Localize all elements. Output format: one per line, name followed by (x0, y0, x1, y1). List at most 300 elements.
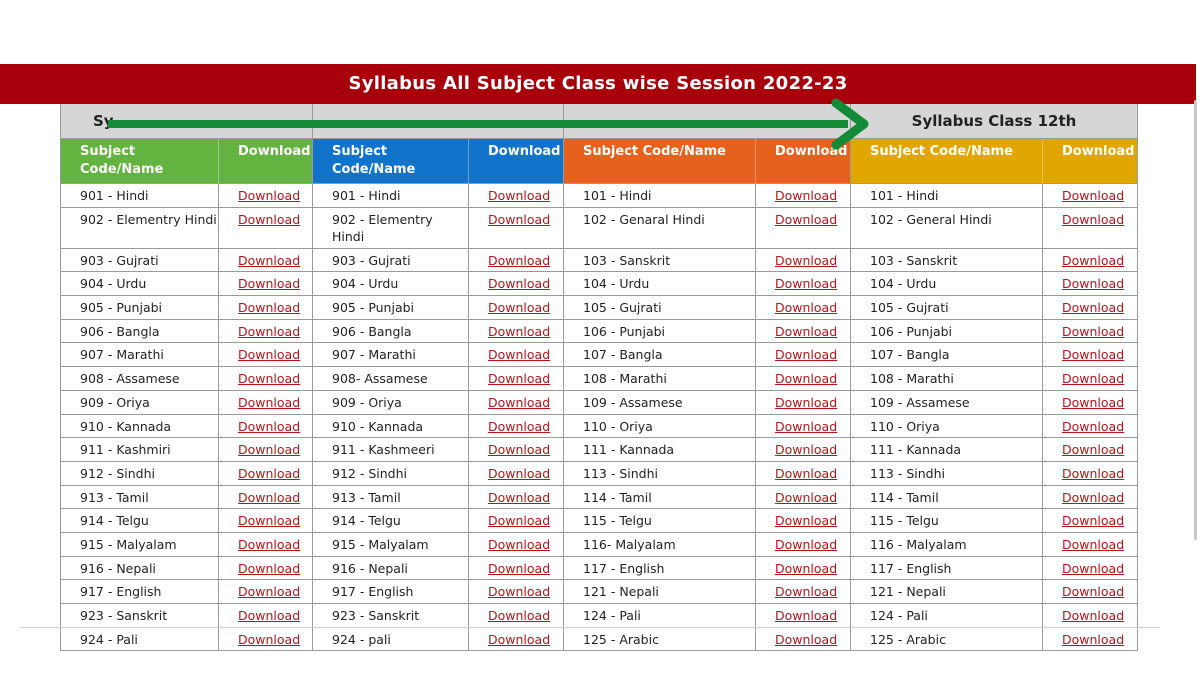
subject-name-cell: 111 - Kannada (583, 442, 675, 458)
table-row (313, 486, 563, 510)
subject-name-cell: 102 - General Hindi (870, 211, 992, 227)
download-cell (755, 604, 850, 627)
subject-name-cell: 124 - Pali (583, 608, 641, 623)
class-block-1 (61, 104, 313, 651)
download-link[interactable]: Download (1062, 560, 1125, 576)
subject-name-cell: 110 - Oriya (583, 418, 653, 434)
download-cell (755, 320, 850, 343)
subject-name-cell: 106 - Punjabi (583, 323, 666, 339)
download-cell (218, 184, 312, 207)
download-link[interactable]: Download (1062, 323, 1125, 339)
subject-name-cell: 113 - Sindhi (583, 465, 658, 481)
download-cell (468, 296, 563, 319)
table-row (564, 367, 850, 391)
download-link[interactable]: Download (775, 371, 838, 387)
download-link[interactable]: Download (488, 584, 551, 600)
table-row (851, 509, 1137, 533)
subject-name-cell: 904 - Urdu (332, 276, 399, 292)
table-row (61, 628, 312, 652)
download-cell (1042, 580, 1137, 603)
download-cell (468, 249, 563, 272)
download-link[interactable]: Download (775, 608, 838, 623)
subject-name-cell: 108 - Marathi (870, 371, 954, 387)
download-link[interactable]: Download (238, 536, 301, 552)
download-link[interactable]: Download (1062, 465, 1125, 481)
download-link[interactable]: Download (488, 188, 551, 203)
table-row (564, 343, 850, 367)
download-link[interactable]: Download (775, 513, 838, 529)
table-row (61, 415, 312, 439)
table-row (851, 415, 1137, 439)
table-row (564, 557, 850, 581)
vertical-scrollbar[interactable] (1194, 100, 1197, 540)
table-row (851, 320, 1137, 344)
download-link[interactable]: Download (775, 323, 838, 339)
table-row (61, 533, 312, 557)
download-cell (468, 415, 563, 438)
column-header-subject: Subject Code/Name (583, 144, 726, 159)
subject-name-cell: 905 - Punjabi (80, 300, 163, 316)
table-row (313, 509, 563, 533)
download-cell (218, 415, 312, 438)
table-row (851, 628, 1137, 652)
table-row (564, 486, 850, 510)
table-row (61, 486, 312, 510)
download-link[interactable]: Download (1062, 536, 1125, 552)
table-row (564, 272, 850, 296)
table-row (851, 533, 1137, 557)
subject-name-cell: 117 - English (870, 560, 952, 576)
subject-name-cell: 912 - Sindhi (80, 465, 155, 481)
table-row (851, 462, 1137, 486)
download-link[interactable]: Download (1062, 211, 1125, 227)
table-row (564, 509, 850, 533)
download-link[interactable]: Download (238, 560, 301, 576)
download-link[interactable]: Download (238, 276, 301, 292)
download-link[interactable]: Download (238, 418, 301, 434)
column-header-row (564, 139, 850, 184)
subject-name-cell: 109 - Assamese (870, 394, 970, 410)
table-row (851, 249, 1137, 273)
syllabus-table (60, 104, 1136, 647)
download-link[interactable]: Download (238, 465, 301, 481)
download-link[interactable]: Download (238, 188, 301, 203)
table-row (61, 249, 312, 273)
table-row (564, 184, 850, 208)
download-cell (468, 343, 563, 366)
download-cell (1042, 320, 1137, 343)
download-link[interactable]: Download (1062, 276, 1125, 292)
download-link[interactable]: Download (1062, 188, 1125, 203)
download-cell (755, 509, 850, 532)
download-link[interactable]: Download (1062, 371, 1125, 387)
table-row (61, 580, 312, 604)
column-header-download: Download (468, 139, 563, 183)
download-link[interactable]: Download (775, 560, 838, 576)
download-link[interactable]: Download (1062, 418, 1125, 434)
class-block-2 (313, 104, 564, 651)
download-link[interactable]: Download (238, 608, 301, 623)
download-cell (1042, 628, 1137, 651)
subject-name-cell: 914 - Telgu (332, 513, 401, 529)
download-cell (468, 509, 563, 532)
download-cell (755, 462, 850, 485)
subject-name-cell: 909 - Oriya (80, 394, 150, 410)
download-cell (218, 462, 312, 485)
subject-name-cell: 103 - Sanskrit (583, 252, 671, 268)
download-cell (755, 580, 850, 603)
download-cell (218, 320, 312, 343)
download-link[interactable]: Download (1062, 489, 1125, 505)
download-cell (218, 438, 312, 461)
subject-name-cell: 116- Malyalam (583, 536, 676, 552)
table-row (61, 272, 312, 296)
table-row (313, 415, 563, 439)
subject-name-cell: 101 - Hindi (870, 188, 939, 203)
table-row (851, 438, 1137, 462)
download-link[interactable]: Download (488, 276, 551, 292)
download-link[interactable]: Download (488, 631, 551, 647)
subject-name-cell: 912 - Sindhi (332, 465, 407, 481)
subject-name-cell: 917 - English (332, 584, 414, 600)
subject-name-cell: 913 - Tamil (80, 489, 149, 505)
download-link[interactable]: Download (1062, 608, 1125, 623)
download-cell (468, 391, 563, 414)
subject-name-cell: 115 - Telgu (583, 513, 652, 529)
download-cell (218, 249, 312, 272)
download-cell (755, 533, 850, 556)
subject-name-cell: 911 - Kashmiri (80, 442, 171, 458)
download-link[interactable]: Download (488, 300, 551, 316)
download-link[interactable]: Download (488, 211, 551, 227)
subject-name-cell: 121 - Nepali (870, 584, 946, 600)
table-row (851, 580, 1137, 604)
download-link[interactable]: Download (775, 489, 838, 505)
column-header-row (61, 139, 312, 184)
syllabus-grid (60, 104, 1136, 651)
subject-name-cell: 923 - Sanskrit (332, 608, 420, 623)
table-row (61, 208, 312, 249)
download-cell (468, 320, 563, 343)
download-cell (468, 604, 563, 627)
download-link[interactable]: Download (238, 442, 301, 458)
table-row (61, 438, 312, 462)
subject-name-cell: 908- Assamese (332, 371, 428, 387)
download-link[interactable]: Download (1062, 442, 1125, 458)
column-header-subject: Subject Code/Name (870, 144, 1013, 159)
table-row (851, 557, 1137, 581)
download-link[interactable]: Download (238, 300, 301, 316)
table-row (851, 272, 1137, 296)
subject-name-cell: 917 - English (80, 584, 162, 600)
download-link[interactable]: Download (775, 631, 838, 647)
table-row (313, 343, 563, 367)
table-row (564, 415, 850, 439)
subject-name-cell: 916 - Nepali (332, 560, 408, 576)
table-row (313, 438, 563, 462)
subject-name-cell: 114 - Tamil (870, 489, 939, 505)
subject-name-cell: 109 - Assamese (583, 394, 683, 410)
download-link[interactable]: Download (488, 347, 551, 363)
download-cell (218, 509, 312, 532)
download-link[interactable]: Download (488, 513, 551, 529)
download-link[interactable]: Download (1062, 394, 1125, 410)
download-link[interactable]: Download (775, 347, 838, 363)
download-cell (218, 486, 312, 509)
download-link[interactable]: Download (1062, 513, 1125, 529)
download-cell (218, 296, 312, 319)
download-cell (1042, 509, 1137, 532)
download-cell (755, 249, 850, 272)
download-link[interactable]: Download (775, 211, 838, 227)
download-link[interactable]: Download (238, 371, 301, 387)
subject-name-cell: 106 - Punjabi (870, 323, 953, 339)
download-cell (755, 415, 850, 438)
download-link[interactable]: Download (488, 560, 551, 576)
download-cell (755, 486, 850, 509)
table-row (564, 580, 850, 604)
download-cell (468, 557, 563, 580)
download-link[interactable]: Download (775, 188, 838, 203)
subject-name-cell: 907 - Marathi (80, 347, 164, 363)
subject-name-cell: 902 - Elementry Hindi (332, 211, 433, 244)
download-cell (468, 438, 563, 461)
table-row (851, 343, 1137, 367)
download-link[interactable]: Download (775, 252, 838, 268)
download-cell (1042, 296, 1137, 319)
class-block-3 (564, 104, 851, 651)
table-row (564, 249, 850, 273)
download-cell (218, 604, 312, 627)
table-row (313, 272, 563, 296)
table-row (61, 343, 312, 367)
table-row (61, 367, 312, 391)
download-cell (1042, 486, 1137, 509)
download-link[interactable]: Download (775, 536, 838, 552)
block-title (564, 104, 850, 139)
subject-name-cell: 125 - Arabic (583, 631, 659, 647)
download-link[interactable]: Download (775, 300, 838, 316)
download-cell (218, 343, 312, 366)
subject-name-cell: 107 - Bangla (870, 347, 950, 363)
subject-name-cell: 114 - Tamil (583, 489, 652, 505)
column-header-download: Download (1042, 139, 1137, 183)
table-row (564, 391, 850, 415)
table-row (564, 296, 850, 320)
download-link[interactable]: Download (775, 276, 838, 292)
table-row (313, 208, 563, 249)
table-row (851, 486, 1137, 510)
download-link[interactable]: Download (238, 252, 301, 268)
subject-name-cell: 117 - English (583, 560, 665, 576)
table-row (313, 533, 563, 557)
download-link[interactable]: Download (1062, 584, 1125, 600)
subject-name-cell: 906 - Bangla (80, 323, 160, 339)
download-cell (1042, 438, 1137, 461)
download-cell (755, 438, 850, 461)
table-row (564, 604, 850, 628)
table-row (851, 296, 1137, 320)
subject-name-cell: 916 - Nepali (80, 560, 156, 576)
table-row (61, 557, 312, 581)
download-cell (755, 184, 850, 207)
download-link[interactable]: Download (488, 418, 551, 434)
bottom-divider (20, 627, 1160, 628)
download-link[interactable]: Download (488, 252, 551, 268)
download-cell (468, 184, 563, 207)
subject-name-cell: 101 - Hindi (583, 188, 652, 203)
table-row (313, 391, 563, 415)
subject-name-cell: 903 - Gujrati (80, 252, 159, 268)
subject-name-cell: 905 - Punjabi (332, 300, 415, 316)
download-cell (755, 557, 850, 580)
download-link[interactable]: Download (775, 442, 838, 458)
subject-name-cell: 906 - Bangla (332, 323, 412, 339)
download-link[interactable]: Download (488, 394, 551, 410)
subject-name-cell: 907 - Marathi (332, 347, 416, 363)
table-row (851, 604, 1137, 628)
subject-name-cell: 104 - Urdu (583, 276, 650, 292)
download-cell (1042, 184, 1137, 207)
table-row (61, 604, 312, 628)
download-cell (755, 272, 850, 295)
table-row (313, 462, 563, 486)
subject-name-cell: 124 - Pali (870, 608, 928, 623)
block-title (61, 104, 312, 139)
table-row (313, 320, 563, 344)
table-row (313, 604, 563, 628)
subject-name-cell: 104 - Urdu (870, 276, 937, 292)
subject-name-cell: 107 - Bangla (583, 347, 663, 363)
subject-name-cell: 914 - Telgu (80, 513, 149, 529)
download-cell (218, 533, 312, 556)
download-link[interactable]: Download (1062, 252, 1125, 268)
download-cell (1042, 557, 1137, 580)
download-link[interactable]: Download (488, 465, 551, 481)
download-link[interactable]: Download (238, 513, 301, 529)
subject-name-cell: 904 - Urdu (80, 276, 147, 292)
download-link[interactable]: Download (775, 465, 838, 481)
download-cell (218, 272, 312, 295)
download-cell (1042, 533, 1137, 556)
subject-name-cell: 910 - Kannada (80, 418, 172, 434)
download-cell (468, 628, 563, 651)
subject-name-cell: 923 - Sanskrit (80, 608, 168, 623)
download-cell (218, 628, 312, 651)
subject-name-cell: 121 - Nepali (583, 584, 659, 600)
download-cell (468, 580, 563, 603)
download-link[interactable]: Download (775, 394, 838, 410)
table-row (313, 628, 563, 652)
block-title-obscured-text: llabus Class 9th (113, 112, 248, 130)
download-cell (468, 462, 563, 485)
download-cell (468, 486, 563, 509)
table-row (61, 296, 312, 320)
download-link[interactable]: Download (238, 489, 301, 505)
table-row (61, 509, 312, 533)
subject-name-cell: 103 - Sanskrit (870, 252, 958, 268)
download-cell (218, 391, 312, 414)
download-cell (755, 391, 850, 414)
table-row (851, 208, 1137, 249)
table-row (851, 391, 1137, 415)
subject-name-cell: 113 - Sindhi (870, 465, 945, 481)
block-title-obscured-text: Syllabus Class 11th (624, 112, 790, 130)
subject-name-cell: 915 - Malyalam (332, 536, 429, 552)
table-row (313, 249, 563, 273)
download-cell (755, 367, 850, 390)
download-link[interactable]: Download (238, 211, 301, 227)
download-link[interactable]: Download (488, 371, 551, 387)
table-row (564, 533, 850, 557)
column-header-download: Download (755, 139, 850, 183)
download-link[interactable]: Download (488, 536, 551, 552)
subject-name-cell: 909 - Oriya (332, 394, 402, 410)
table-row (313, 580, 563, 604)
download-link[interactable]: Download (238, 323, 301, 339)
download-cell (468, 367, 563, 390)
subject-name-cell: 910 - Kannada (332, 418, 424, 434)
subject-name-cell: 105 - Gujrati (583, 300, 662, 316)
subject-name-cell: 908 - Assamese (80, 371, 180, 387)
column-header-subject: Subject Code/Name (332, 144, 416, 177)
download-link[interactable]: Download (238, 394, 301, 410)
table-row (61, 320, 312, 344)
download-link[interactable]: Download (488, 608, 551, 623)
download-link[interactable]: Download (1062, 300, 1125, 316)
download-cell (468, 533, 563, 556)
download-cell (218, 367, 312, 390)
subject-name-cell: 125 - Arabic (870, 631, 946, 647)
download-link[interactable]: Download (238, 631, 301, 647)
download-cell (1042, 604, 1137, 627)
subject-name-cell: 911 - Kashmeeri (332, 442, 435, 458)
download-cell (468, 272, 563, 295)
class-block-4 (851, 104, 1138, 651)
download-link[interactable]: Download (775, 418, 838, 434)
download-cell (1042, 343, 1137, 366)
download-cell (1042, 272, 1137, 295)
table-row (313, 184, 563, 208)
download-cell (755, 208, 850, 248)
table-row (313, 367, 563, 391)
subject-name-cell: 115 - Telgu (870, 513, 939, 529)
download-link[interactable]: Download (238, 584, 301, 600)
download-link[interactable]: Download (488, 489, 551, 505)
download-link[interactable]: Download (1062, 631, 1125, 647)
subject-name-cell: 901 - Hindi (80, 188, 149, 203)
block-title-text: Sy (93, 112, 114, 130)
download-cell (1042, 249, 1137, 272)
column-header-row (851, 139, 1137, 184)
table-row (851, 184, 1137, 208)
download-link[interactable]: Download (775, 584, 838, 600)
download-cell (1042, 367, 1137, 390)
table-row (564, 320, 850, 344)
block-title-obscured-text: Syllabus Class 10th (355, 112, 521, 130)
download-link[interactable]: Download (488, 323, 551, 339)
column-header-subject: Subject Code/Name (80, 144, 164, 177)
download-cell (1042, 391, 1137, 414)
download-link[interactable]: Download (488, 442, 551, 458)
download-link[interactable]: Download (238, 347, 301, 363)
column-header-row (313, 139, 563, 184)
download-link[interactable]: Download (1062, 347, 1125, 363)
table-row (564, 208, 850, 249)
download-cell (218, 580, 312, 603)
download-cell (1042, 208, 1137, 248)
table-row (61, 391, 312, 415)
